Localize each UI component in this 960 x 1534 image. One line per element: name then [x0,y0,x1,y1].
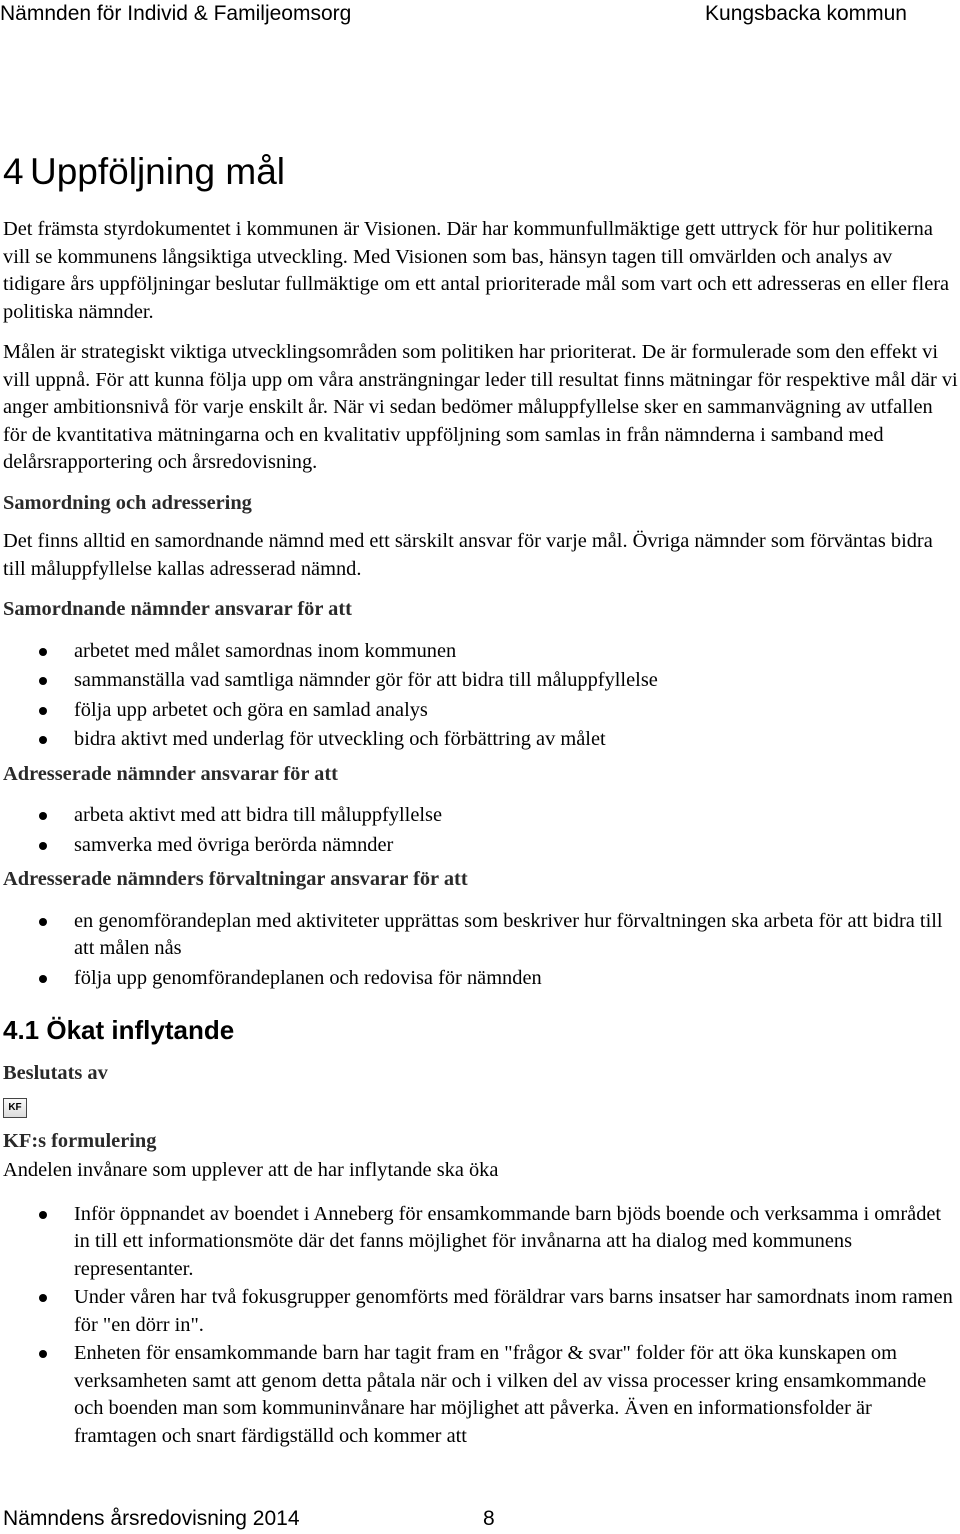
header-organization: Nämnden för Individ & Familjeomsorg [0,2,352,25]
list-item: Enheten för ensamkommande barn har tagit fram en "frågor & svar" folder för att öka kunskapen om verksamheten samt att genom detta påtala när och i vilken del av vissa processer kring ensamkommande och boenden man som kommuninvånare har möjlighet att påverka. Även en informationsfolder är framtagen och snart färdigställd och kommer att [3,1340,958,1450]
page-number: 8 [483,1507,495,1530]
list-item: en genomförandeplan med aktiviteter upprättas som beskriver hur förvaltningen ska arbeta för att bidra till att målen nås [3,908,958,963]
list-item: sammanställa vad samtliga nämnder gör för att bidra till måluppfyllelse [3,667,958,695]
list-item: arbeta aktivt med att bidra till måluppfyllelse [3,802,958,830]
document-content [3,150,958,1457]
chapter-title: Uppföljning mål [30,151,286,192]
list-item: Under våren har två fokusgrupper genomförts med föräldrar vars barns insatser har samordnats inom ramen för "en dörr in". [3,1284,958,1339]
chapter-number: 4 [3,151,24,192]
chapter-heading [3,150,958,216]
kf-heading: KF:s formulering [3,1129,157,1152]
section-list [3,1201,958,1451]
footer-title: Nämndens årsredovisning 2014 [3,1507,300,1530]
section-heading: 4.1 Ökat inflytande [3,1015,235,1045]
forvaltningar-list [3,908,958,993]
page-footer [3,1507,960,1534]
intro-paragraph-1: Det främsta styrdokumentet i kommunen är Visionen. Där har kommunfullmäktige gett uttryck för hur politikerna vill se kommunens långsiktiga utveckling. Med Visionen som bas, hänsyn tagen till omvärlden och analys av tidigare års uppföljningar beslutar fullmäktige om ett antal prioriterade mål som vart och ett adresseras en eller flera politiska nämnder. [3,218,950,323]
list-item: Inför öppnandet av boendet i Anneberg för ensamkommande barn bjöds boende och verksamma i området in till ett informationsmöte där det fanns möjlighet för invånarna att ha dialog med kommunens representanter. [3,1201,958,1284]
samordning-heading: Samordning och adressering [3,491,252,514]
samordning-paragraph: Det finns alltid en samordnande nämnd med ett särskilt ansvar för varje mål. Övriga nämnder som förväntas bidra till måluppfyllelse kallas adresserad nämnd. [3,530,933,580]
list-item: bidra aktivt med underlag för utveckling och förbättring av målet [3,726,958,754]
samordnande-heading: Samordnande nämnder ansvarar för att [3,598,352,620]
forvaltningar-heading: Adresserade nämnders förvaltningar ansvarar för att [3,868,468,890]
adresserade-heading: Adresserade nämnder ansvarar för att [3,762,338,785]
decided-by-label: Beslutats av [3,1062,108,1084]
list-item: följa upp genomförandeplanen och redovisa för nämnden [3,965,958,993]
adresserade-list [3,802,958,859]
kf-formulation: Andelen invånare som upplever att de har inflytande ska öka [3,1159,499,1181]
header-municipality: Kungsbacka kommun [705,2,907,25]
page-header [0,0,960,30]
kf-icon: KF [3,1098,27,1118]
list-item: samverka med övriga berörda nämnder [3,832,958,860]
list-item: följa upp arbetet och göra en samlad analys [3,697,958,725]
samordnande-list [3,638,958,754]
intro-paragraph-2: Målen är strategiskt viktiga utvecklingsområden som politiken har prioriterat. De är formulerade som den effekt vi vill uppnå. För att kunna följa upp om våra ansträngningar leder till resultat finns mätningar för respektive mål där vi anger ambitionsnivå för varje enskilt år. När vi sedan bedömer måluppfyllelse sker en sammanvägning av utfallen för de kvantitativa mätningarna och en kvalitativ uppföljning som samlas in från nämnderna i samband med delårsrapportering och årsredovisning. [3,341,958,473]
list-item: arbetet med målet samordnas inom kommunen [3,638,958,666]
